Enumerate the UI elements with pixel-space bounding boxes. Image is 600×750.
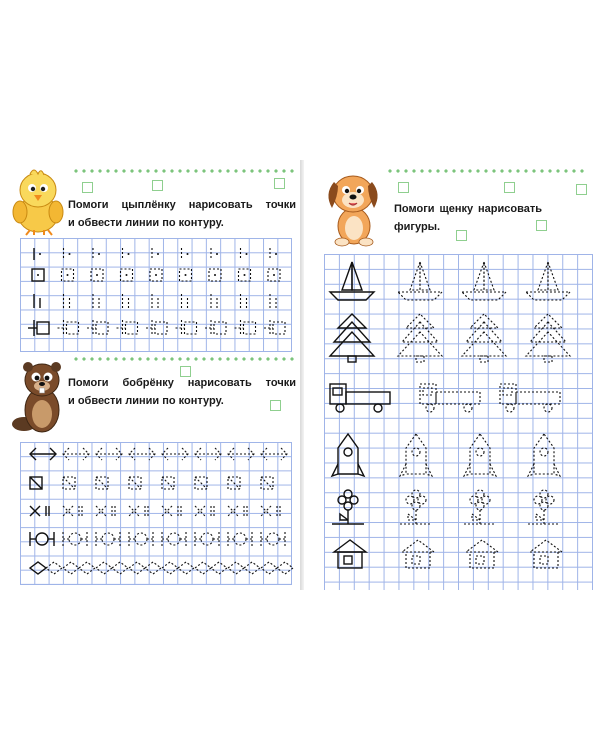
rocket-figure (400, 434, 432, 476)
left-page (2, 160, 300, 590)
trace-dot (155, 274, 157, 276)
fir-tree-stroke (544, 356, 552, 362)
truck-stroke (436, 392, 480, 404)
trace-diamond (178, 562, 194, 574)
rocket-figure (464, 434, 496, 476)
trace-diamond (129, 562, 145, 574)
puppy-illustration (322, 166, 384, 248)
truck-stroke (333, 388, 342, 395)
trace-diamond (79, 562, 95, 574)
trace-dot (39, 253, 41, 255)
trace-dot (67, 274, 69, 276)
house-stroke (530, 540, 562, 552)
trace-line (261, 477, 273, 489)
rocket-stroke (464, 464, 470, 476)
trace-diamond (228, 562, 244, 574)
trace-line (30, 477, 42, 489)
house-stroke (534, 552, 558, 568)
house-figure (530, 540, 562, 568)
truck-figure (420, 384, 480, 412)
fir-tree-stroke (330, 332, 374, 356)
trace-diamond (30, 562, 46, 574)
trace-circle (69, 533, 81, 545)
house-stroke (344, 556, 352, 564)
fir-tree-stroke (406, 314, 434, 328)
trace-dot (216, 253, 218, 255)
trace-diamond (63, 562, 79, 574)
trace-line (129, 477, 141, 489)
task3-line2: фигуры. (394, 221, 441, 233)
sailboat-stroke (398, 292, 442, 300)
sailboat-stroke (474, 262, 484, 290)
sailboat-figure (462, 262, 506, 300)
house-stroke (334, 540, 366, 552)
fir-tree-stroke (398, 332, 442, 356)
drawing-exercise (324, 254, 592, 590)
decor-square (576, 184, 587, 195)
fir-tree-stroke (526, 332, 570, 356)
sailboat-figure (526, 262, 570, 300)
flower-stroke (534, 496, 542, 504)
decor-square (82, 182, 93, 193)
trace-circle (102, 533, 114, 545)
tracing-exercise-1 (20, 238, 291, 351)
rocket-stroke (554, 464, 560, 476)
fir-tree-figure (398, 314, 442, 362)
trace-circle (168, 533, 180, 545)
trace-diamond (195, 562, 211, 574)
rocket-stroke (406, 434, 426, 474)
trace-line (228, 477, 240, 489)
trace-dot (185, 274, 187, 276)
rocket-stroke (534, 434, 554, 474)
truck-stroke (516, 392, 560, 404)
trace-dot (96, 274, 98, 276)
truck-stroke (506, 404, 514, 412)
flower-stroke (540, 502, 548, 510)
flower-stroke (408, 514, 416, 520)
fir-tree-stroke (480, 356, 488, 362)
trace-line (96, 477, 108, 489)
right-page (304, 160, 600, 590)
fir-tree-figure (462, 314, 506, 362)
rocket-stroke (332, 464, 338, 476)
rocket-figure (332, 434, 364, 476)
truck-stroke (346, 392, 390, 404)
rocket-stroke (412, 448, 420, 456)
sailboat-stroke (352, 262, 362, 290)
house-figure (334, 540, 366, 568)
sailboat-stroke (548, 262, 558, 290)
trace-dot (214, 274, 216, 276)
chick-illustration (8, 166, 66, 236)
flower-stroke (406, 496, 414, 504)
trace-diamond (112, 562, 128, 574)
truck-figure (500, 384, 560, 412)
house-figure (466, 540, 498, 568)
trace-dot (273, 274, 275, 276)
rocket-stroke (540, 448, 548, 456)
trace-dot (126, 274, 128, 276)
rocket-figure (528, 434, 560, 476)
sailboat-stroke (410, 262, 420, 290)
sailboat-stroke (538, 262, 548, 290)
house-figure (402, 540, 434, 568)
fir-tree-figure (330, 314, 374, 362)
trace-square (273, 322, 285, 334)
fir-tree-stroke (470, 314, 498, 328)
trace-diamond (96, 562, 112, 574)
truck-stroke (374, 404, 382, 412)
rocket-stroke (528, 464, 534, 476)
rocket-stroke (490, 464, 496, 476)
truck-stroke (420, 384, 436, 404)
rocket-stroke (344, 448, 352, 456)
trace-circle (234, 533, 246, 545)
truck-stroke (423, 388, 432, 395)
trace-dot (37, 274, 39, 276)
flower-stroke (472, 514, 480, 520)
trace-dot (244, 274, 246, 276)
sailboat-stroke (484, 262, 494, 290)
trace-diamond (244, 562, 260, 574)
house-stroke (338, 552, 362, 568)
fir-tree-stroke (416, 356, 424, 362)
rocket-stroke (426, 464, 432, 476)
trace-circle (36, 533, 48, 545)
flower-figure (400, 490, 432, 524)
trace-line (195, 477, 207, 489)
truck-figure (330, 384, 390, 412)
trace-diamond (46, 562, 62, 574)
task3-instruction (394, 200, 542, 236)
beaver-illustration (12, 358, 70, 436)
truck-stroke (500, 384, 516, 404)
rocket-stroke (338, 434, 358, 474)
rocket-stroke (358, 464, 364, 476)
decor-dots-right (386, 168, 586, 174)
flower-figure (464, 490, 496, 524)
rocket-stroke (476, 448, 484, 456)
trace-diamond (211, 562, 227, 574)
trace-square (37, 322, 49, 334)
flower-figure (332, 490, 364, 524)
sailboat-stroke (526, 292, 570, 300)
task2-line2: и обвести линии по контуру. (68, 395, 224, 407)
flower-stroke (344, 502, 352, 510)
trace-square (126, 322, 138, 334)
decor-square (398, 182, 409, 193)
house-stroke (540, 556, 548, 564)
fir-tree-figure (526, 314, 570, 362)
task2-instruction (68, 374, 296, 410)
sailboat-stroke (342, 262, 352, 290)
trace-dot (98, 253, 100, 255)
flower-stroke (536, 514, 544, 520)
task3-line1: Помоги щенку нарисовать (394, 203, 542, 215)
trace-diamond (162, 562, 178, 574)
house-stroke (412, 556, 420, 564)
trace-circle (135, 533, 147, 545)
truck-stroke (544, 404, 552, 412)
trace-line (162, 477, 174, 489)
decor-dots-middle (72, 356, 294, 362)
truck-stroke (426, 404, 434, 412)
house-stroke (470, 552, 494, 568)
trace-dot (187, 253, 189, 255)
task1-line2: и обвести линии по контуру. (68, 217, 224, 229)
sailboat-stroke (420, 262, 430, 290)
trace-dot (128, 253, 130, 255)
sailboat-stroke (462, 292, 506, 300)
truck-stroke (336, 404, 344, 412)
trace-dot (246, 253, 248, 255)
rocket-stroke (470, 434, 490, 474)
fir-tree-stroke (534, 314, 562, 328)
fir-tree-stroke (348, 356, 356, 362)
workbook-spread (2, 160, 600, 590)
trace-circle (201, 533, 213, 545)
flower-stroke (340, 514, 348, 520)
trace-square (185, 322, 197, 334)
trace-dot (69, 253, 71, 255)
tracing-exercise-2 (20, 442, 291, 584)
sailboat-figure (330, 262, 374, 300)
trace-square (244, 322, 256, 334)
decor-square (274, 178, 285, 189)
task2-line1: Помоги бобрёнку нарисовать точки (68, 377, 296, 389)
trace-square (67, 322, 79, 334)
trace-dot (157, 253, 159, 255)
trace-dot (275, 253, 277, 255)
trace-diamond (145, 562, 161, 574)
flower-stroke (470, 496, 478, 504)
decor-square (152, 180, 163, 191)
house-stroke (466, 540, 498, 552)
sailboat-figure (398, 262, 442, 300)
trace-circle (267, 533, 279, 545)
trace-square (155, 322, 167, 334)
fir-tree-stroke (462, 332, 506, 356)
flower-stroke (412, 502, 420, 510)
trace-diamond (261, 562, 277, 574)
trace-square (96, 322, 108, 334)
house-stroke (406, 552, 430, 568)
truck-stroke (503, 388, 512, 395)
flower-stroke (476, 502, 484, 510)
rocket-stroke (400, 464, 406, 476)
decor-dots-top (72, 168, 294, 174)
sailboat-stroke (330, 292, 374, 300)
flower-figure (528, 490, 560, 524)
house-stroke (402, 540, 434, 552)
decor-square (504, 182, 515, 193)
truck-stroke (464, 404, 472, 412)
trace-line (63, 477, 75, 489)
trace-diamond (277, 562, 293, 574)
task1-line1: Помоги цыплёнку нарисовать точки (68, 199, 296, 211)
trace-square (214, 322, 226, 334)
house-stroke (476, 556, 484, 564)
task1-instruction (68, 196, 296, 232)
